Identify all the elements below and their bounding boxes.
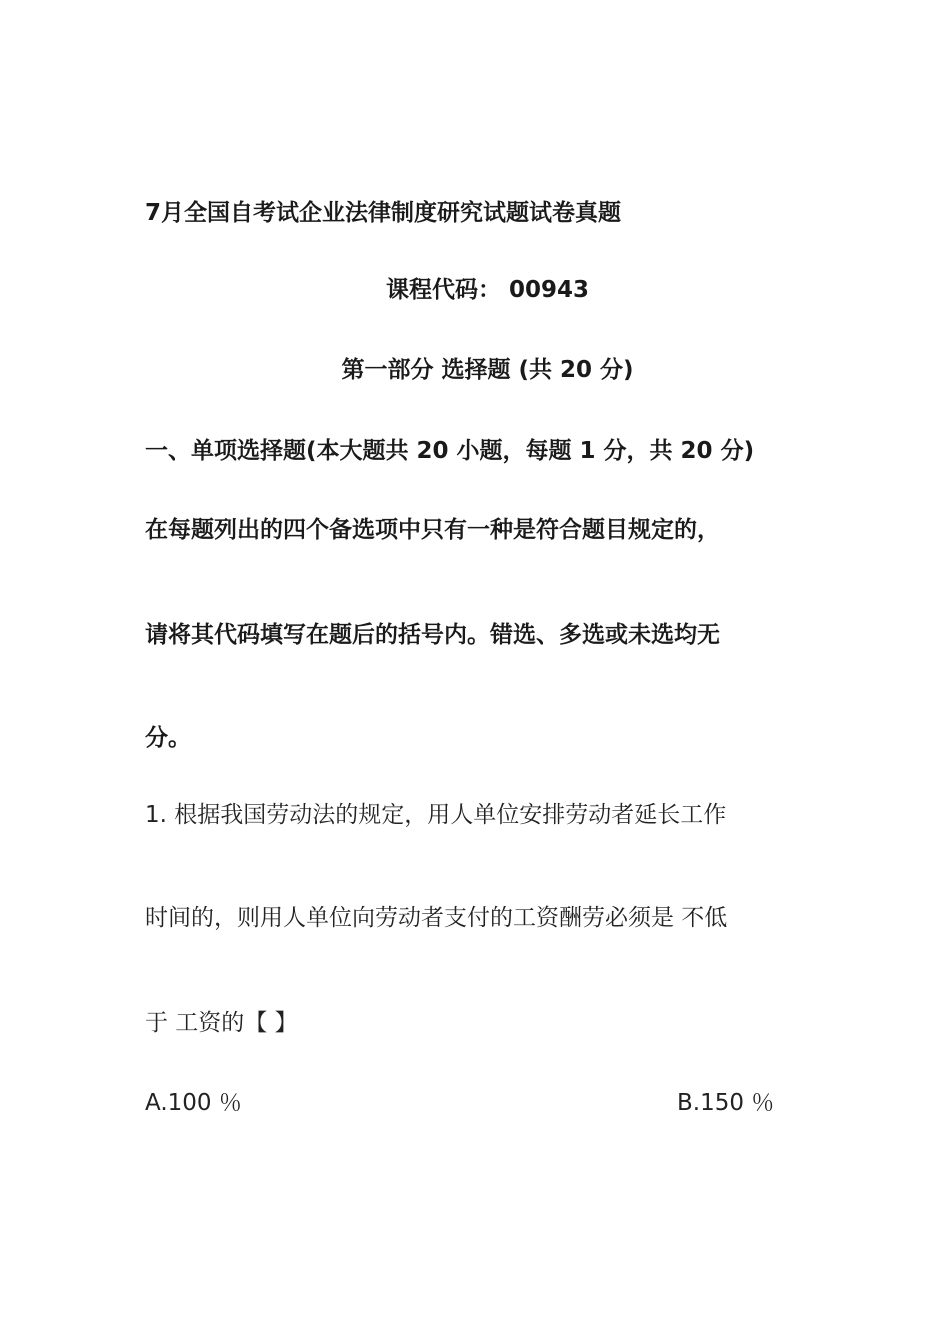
- question-1-line-2: 时间的，则用人单位向劳动者支付的工资酬劳必须是 不低: [145, 905, 728, 931]
- question-1-line-3: 于 工资的【 】: [145, 1010, 298, 1036]
- document-title: 7月全国自考试企业法律制度研究试题试卷真题: [145, 200, 622, 226]
- instruction-line-1: 在每题列出的四个备选项中只有一种是符合题目规定的，: [145, 517, 720, 543]
- question-1-line-1: 1. 根据我国劳动法的规定，用人单位安排劳动者延长工作: [145, 802, 727, 828]
- question-1-option-b: B.150 ％: [677, 1090, 775, 1116]
- question-1-option-a: A.100 ％: [145, 1090, 242, 1116]
- instruction-line-3: 分。: [145, 725, 191, 751]
- instruction-line-2: 请将其代码填写在题后的括号内。错选、多选或未选均无: [145, 622, 720, 648]
- course-code: 课程代码： 00943: [385, 277, 590, 303]
- part-heading: 第一部分 选择题 (共 20 分): [341, 357, 634, 383]
- section-heading: 一、单项选择题(本大题共 20 小题，每题 1 分，共 20 分): [145, 438, 755, 464]
